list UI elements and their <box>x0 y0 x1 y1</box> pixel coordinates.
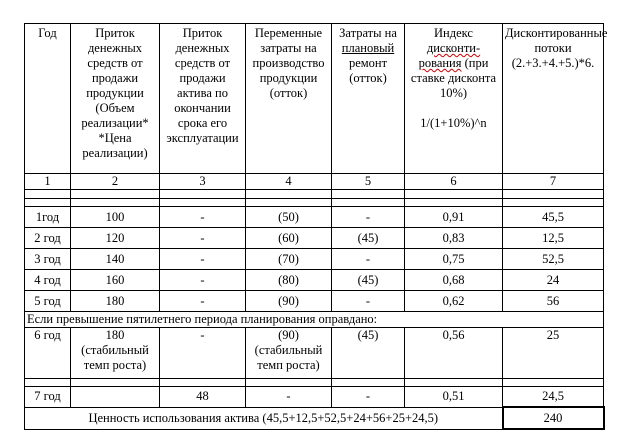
header-index-formula: 1/(1+10%)^n <box>420 116 487 130</box>
discount-index-cell: 0,62 <box>405 291 503 312</box>
header-year: Год <box>25 24 71 174</box>
header-row <box>25 24 604 174</box>
blank-cell <box>160 379 246 387</box>
header-asset-sale-inflow: Приток денежных средств от продажи актива по окончании срока его эксплуатации <box>160 24 246 174</box>
discounted-flow-cell: 52,5 <box>503 249 604 270</box>
asset-inflow-cell: - <box>160 249 246 270</box>
discounted-flow-cell: 56 <box>503 291 604 312</box>
blank-cell <box>246 379 332 387</box>
variable-costs-cell: (90) <box>246 291 332 312</box>
variable-costs-cell: (80) <box>246 270 332 291</box>
table-row <box>25 328 604 379</box>
column-number: 5 <box>332 174 405 190</box>
asset-inflow-cell: - <box>160 328 246 379</box>
table-row <box>25 249 604 270</box>
year-cell: 4 год <box>25 270 71 291</box>
variable-costs-note: (стабильный темп роста) <box>254 343 323 372</box>
asset-inflow-cell: - <box>160 207 246 228</box>
blank-cell <box>25 199 71 207</box>
discounted-flow-cell: 45,5 <box>503 207 604 228</box>
year-cell: 5 год <box>25 291 71 312</box>
cash-flow-table <box>24 23 608 430</box>
variable-costs-cell: (50) <box>246 207 332 228</box>
total-label: Ценность использования актива (45,5+12,5+52,5+24+56+25+24,5) <box>25 407 503 429</box>
repair-costs-cell: (45) <box>332 228 405 249</box>
blank-cell <box>503 190 604 199</box>
blank-cell <box>503 199 604 207</box>
header-variable-costs: Переменные затраты на производство продукции (отток) <box>246 24 332 174</box>
blank-cell <box>246 190 332 199</box>
repair-costs-cell: - <box>332 291 405 312</box>
variable-costs-cell: (60) <box>246 228 332 249</box>
table-row <box>25 387 604 408</box>
header-discounted-flows: Дисконтированные потоки (2.+3.+4.+5.)*6. <box>503 24 604 174</box>
sales-inflow-value: 180 <box>105 328 125 342</box>
discount-index-cell: 0,51 <box>405 387 503 408</box>
discount-index-cell: 0,83 <box>405 228 503 249</box>
blank-cell <box>71 199 160 207</box>
repair-costs-cell: - <box>332 387 405 408</box>
table-row <box>25 270 604 291</box>
variable-costs-cell: (70) <box>246 249 332 270</box>
spacer-row <box>25 199 604 207</box>
total-row <box>25 407 604 429</box>
variable-costs-cell <box>246 328 332 379</box>
blank-cell <box>160 199 246 207</box>
discount-index-cell: 0,91 <box>405 207 503 228</box>
year-cell: 7 год <box>25 387 71 408</box>
total-value: 240 <box>503 407 604 429</box>
repair-costs-cell: (45) <box>332 270 405 291</box>
blank-cell <box>25 190 71 199</box>
column-number-row <box>25 174 604 190</box>
sales-inflow-cell: 160 <box>71 270 160 291</box>
table-row <box>25 291 604 312</box>
discounted-flow-cell: 25 <box>503 328 604 379</box>
repair-costs-cell: (45) <box>332 328 405 379</box>
header-repair-costs <box>332 24 405 174</box>
sales-inflow-cell: 120 <box>71 228 160 249</box>
blank-cell <box>405 190 503 199</box>
repair-costs-cell: - <box>332 207 405 228</box>
discount-index-cell: 0,68 <box>405 270 503 291</box>
blank-row <box>25 190 604 199</box>
discounted-flow-cell: 12,5 <box>503 228 604 249</box>
asset-inflow-cell: - <box>160 270 246 291</box>
blank-cell <box>25 379 71 387</box>
asset-inflow-cell: 48 <box>160 387 246 408</box>
column-number: 4 <box>246 174 332 190</box>
sales-inflow-cell <box>71 387 160 408</box>
variable-costs-cell: - <box>246 387 332 408</box>
spacer-row <box>25 379 604 387</box>
header-index-underlined: дисконти-рования <box>418 41 481 70</box>
asset-inflow-cell: - <box>160 291 246 312</box>
blank-cell <box>405 199 503 207</box>
year-cell: 3 год <box>25 249 71 270</box>
table-row <box>25 207 604 228</box>
blank-cell <box>503 379 604 387</box>
blank-cell <box>332 190 405 199</box>
blank-cell <box>160 190 246 199</box>
sales-inflow-cell: 180 <box>71 291 160 312</box>
header-sales-inflow: Приток денежных средств от продажи продукции (Объем реализации* *Цена реализации) <box>71 24 160 174</box>
asset-inflow-cell: - <box>160 228 246 249</box>
column-number: 7 <box>503 174 604 190</box>
discounted-flow-cell: 24,5 <box>503 387 604 408</box>
discounted-flow-cell: 24 <box>503 270 604 291</box>
sales-inflow-note: (стабильный темп роста) <box>81 343 149 372</box>
blank-cell <box>71 190 160 199</box>
discount-index-cell: 0,75 <box>405 249 503 270</box>
sales-inflow-cell <box>71 328 160 379</box>
column-number: 2 <box>71 174 160 190</box>
header-index-pre: Индекс <box>434 26 473 40</box>
year-cell: 1год <box>25 207 71 228</box>
sales-inflow-cell: 140 <box>71 249 160 270</box>
header-discount-index <box>405 24 503 174</box>
column-number: 3 <box>160 174 246 190</box>
column-number: 1 <box>25 174 71 190</box>
header-repair-underlined: плановый <box>341 41 395 55</box>
planning-note: Если превышение пятилетнего периода планирования оправдано: <box>25 312 604 328</box>
blank-cell <box>246 199 332 207</box>
blank-cell <box>332 379 405 387</box>
header-repair-pre: Затраты на <box>339 26 397 40</box>
repair-costs-cell: - <box>332 249 405 270</box>
table-row <box>25 228 604 249</box>
blank-cell <box>71 379 160 387</box>
sales-inflow-cell: 100 <box>71 207 160 228</box>
blank-cell <box>405 379 503 387</box>
header-index-post: (при ставке дисконта 10%) <box>410 56 497 100</box>
header-repair-post: ремонт (отток) <box>348 56 388 85</box>
note-row <box>25 312 604 328</box>
column-number: 6 <box>405 174 503 190</box>
blank-cell <box>332 199 405 207</box>
discount-index-cell: 0,56 <box>405 328 503 379</box>
variable-costs-value: (90) <box>278 328 299 342</box>
year-cell: 6 год <box>25 328 71 379</box>
year-cell: 2 год <box>25 228 71 249</box>
